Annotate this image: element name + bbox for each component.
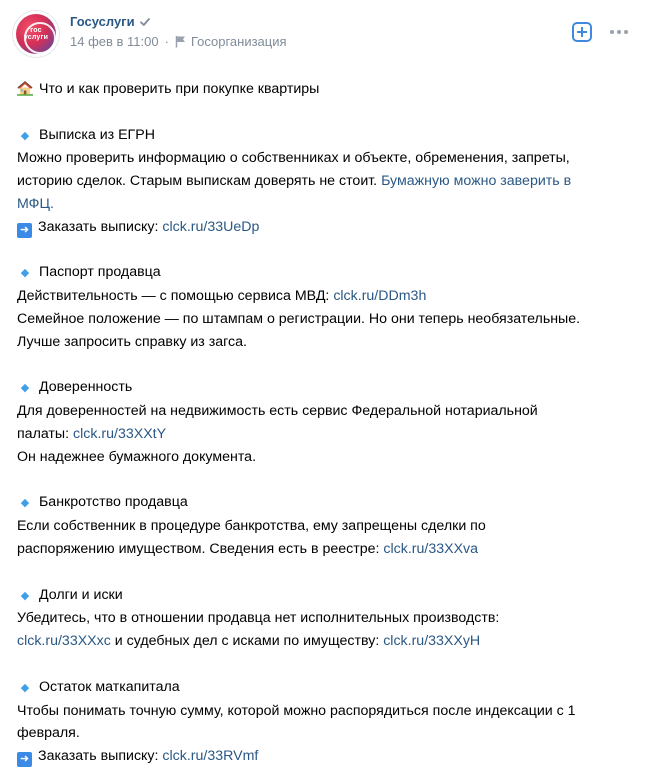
blue-diamond-icon: ◆ [20, 382, 30, 395]
section-heading: ◆ Выписка из ЕГРН [17, 124, 637, 148]
post-title: Что и как проверить при покупке квартиры [17, 78, 637, 101]
more-options-button[interactable] [610, 30, 628, 34]
section-text: Убедитесь, что в отношении продавца нет исполнительных производств: [17, 610, 500, 627]
avatar[interactable] [12, 10, 60, 58]
post-header [12, 10, 650, 58]
author-name[interactable]: Госуслуги [70, 14, 151, 29]
order-line: ➜ Заказать выписку: clck.ru/33UeDp [17, 216, 637, 239]
header-actions [572, 22, 628, 42]
right-arrow-icon: ➜ [17, 223, 32, 238]
section-text: Семейное положение — по штампам о регистрации. Но они теперь необязательные. [17, 310, 581, 327]
right-arrow-icon: ➜ [17, 752, 32, 767]
section-heading: ◆ Остаток маткапитала [17, 676, 637, 700]
enforcement-link[interactable]: clck.ru/33XXxc [17, 633, 111, 650]
blue-diamond-icon: ◆ [20, 589, 30, 602]
section-text: clck.ru/33XXxc и судебных дел с исками по имуществу: clck.ru/33XXyH [17, 633, 481, 650]
bankruptcy-registry-link[interactable]: clck.ru/33XXva [383, 540, 479, 557]
blue-diamond-icon: ◆ [20, 267, 30, 280]
mfc-link[interactable]: Бумажную можно заверить в [381, 173, 572, 190]
meta-separator: · [164, 34, 169, 49]
section-heading: ◆ Долги и иски [17, 584, 637, 608]
section-text: Лучше запросить справку из загса. [17, 333, 247, 350]
flag-icon [175, 35, 186, 48]
mfc-link[interactable]: МФЦ. [17, 195, 54, 212]
section-text: распоряжению имуществом. Сведения есть в реестре: clck.ru/33XXva [17, 540, 479, 557]
house-icon [17, 80, 33, 96]
post-date[interactable]: 14 фев в 11:00 [70, 34, 159, 49]
notary-link[interactable]: clck.ru/33XXtY [73, 425, 167, 442]
section-text: историю сделок. Старым выпискам доверять не стоит. Бумажную можно заверить в [17, 173, 572, 190]
verified-check-icon [139, 16, 151, 28]
section-text: Для доверенностей на недвижимость есть сервис Федеральной нотариальной [17, 403, 538, 420]
section-heading: ◆ Доверенность [17, 376, 637, 400]
post-text [17, 78, 637, 768]
section-text: Чтобы понимать точную сумму, которой можно распорядиться после индексации с 1 [17, 702, 576, 719]
category-label: Госорганизация [190, 34, 287, 49]
section-heading: ◆ Банкротство продавца [17, 491, 637, 515]
blue-diamond-icon: ◆ [20, 497, 30, 510]
section-heading: ◆ Паспорт продавца [17, 261, 637, 285]
blue-diamond-icon: ◆ [20, 681, 30, 694]
court-cases-link[interactable]: clck.ru/33XXyH [383, 633, 481, 650]
order-link[interactable]: clck.ru/33UeDp [162, 218, 260, 235]
section-text: палаты: clck.ru/33XXtY [17, 425, 167, 442]
gosuslugi-logo-icon: гос услуги [16, 14, 56, 54]
post-meta [70, 34, 287, 49]
section-text: Действительность — с помощью сервиса МВД: clck.ru/DDm3h [17, 288, 427, 305]
section-text: Если собственник в процедуре банкротства, ему запрещены сделки по [17, 518, 486, 535]
section-text: Можно проверить информацию о собственниках и объекте, обременения, запреты, [17, 150, 570, 167]
section-text: Он надежнее бумажного документа. [17, 448, 257, 465]
order-line: ➜ Заказать выписку: clck.ru/33RVmf [17, 745, 637, 768]
section-text: февраля. [17, 725, 80, 742]
add-post-button[interactable] [572, 22, 592, 42]
blue-diamond-icon: ◆ [20, 129, 30, 142]
mvd-link[interactable]: clck.ru/DDm3h [333, 288, 427, 305]
order-link[interactable]: clck.ru/33RVmf [162, 748, 259, 765]
section-text [17, 193, 637, 216]
